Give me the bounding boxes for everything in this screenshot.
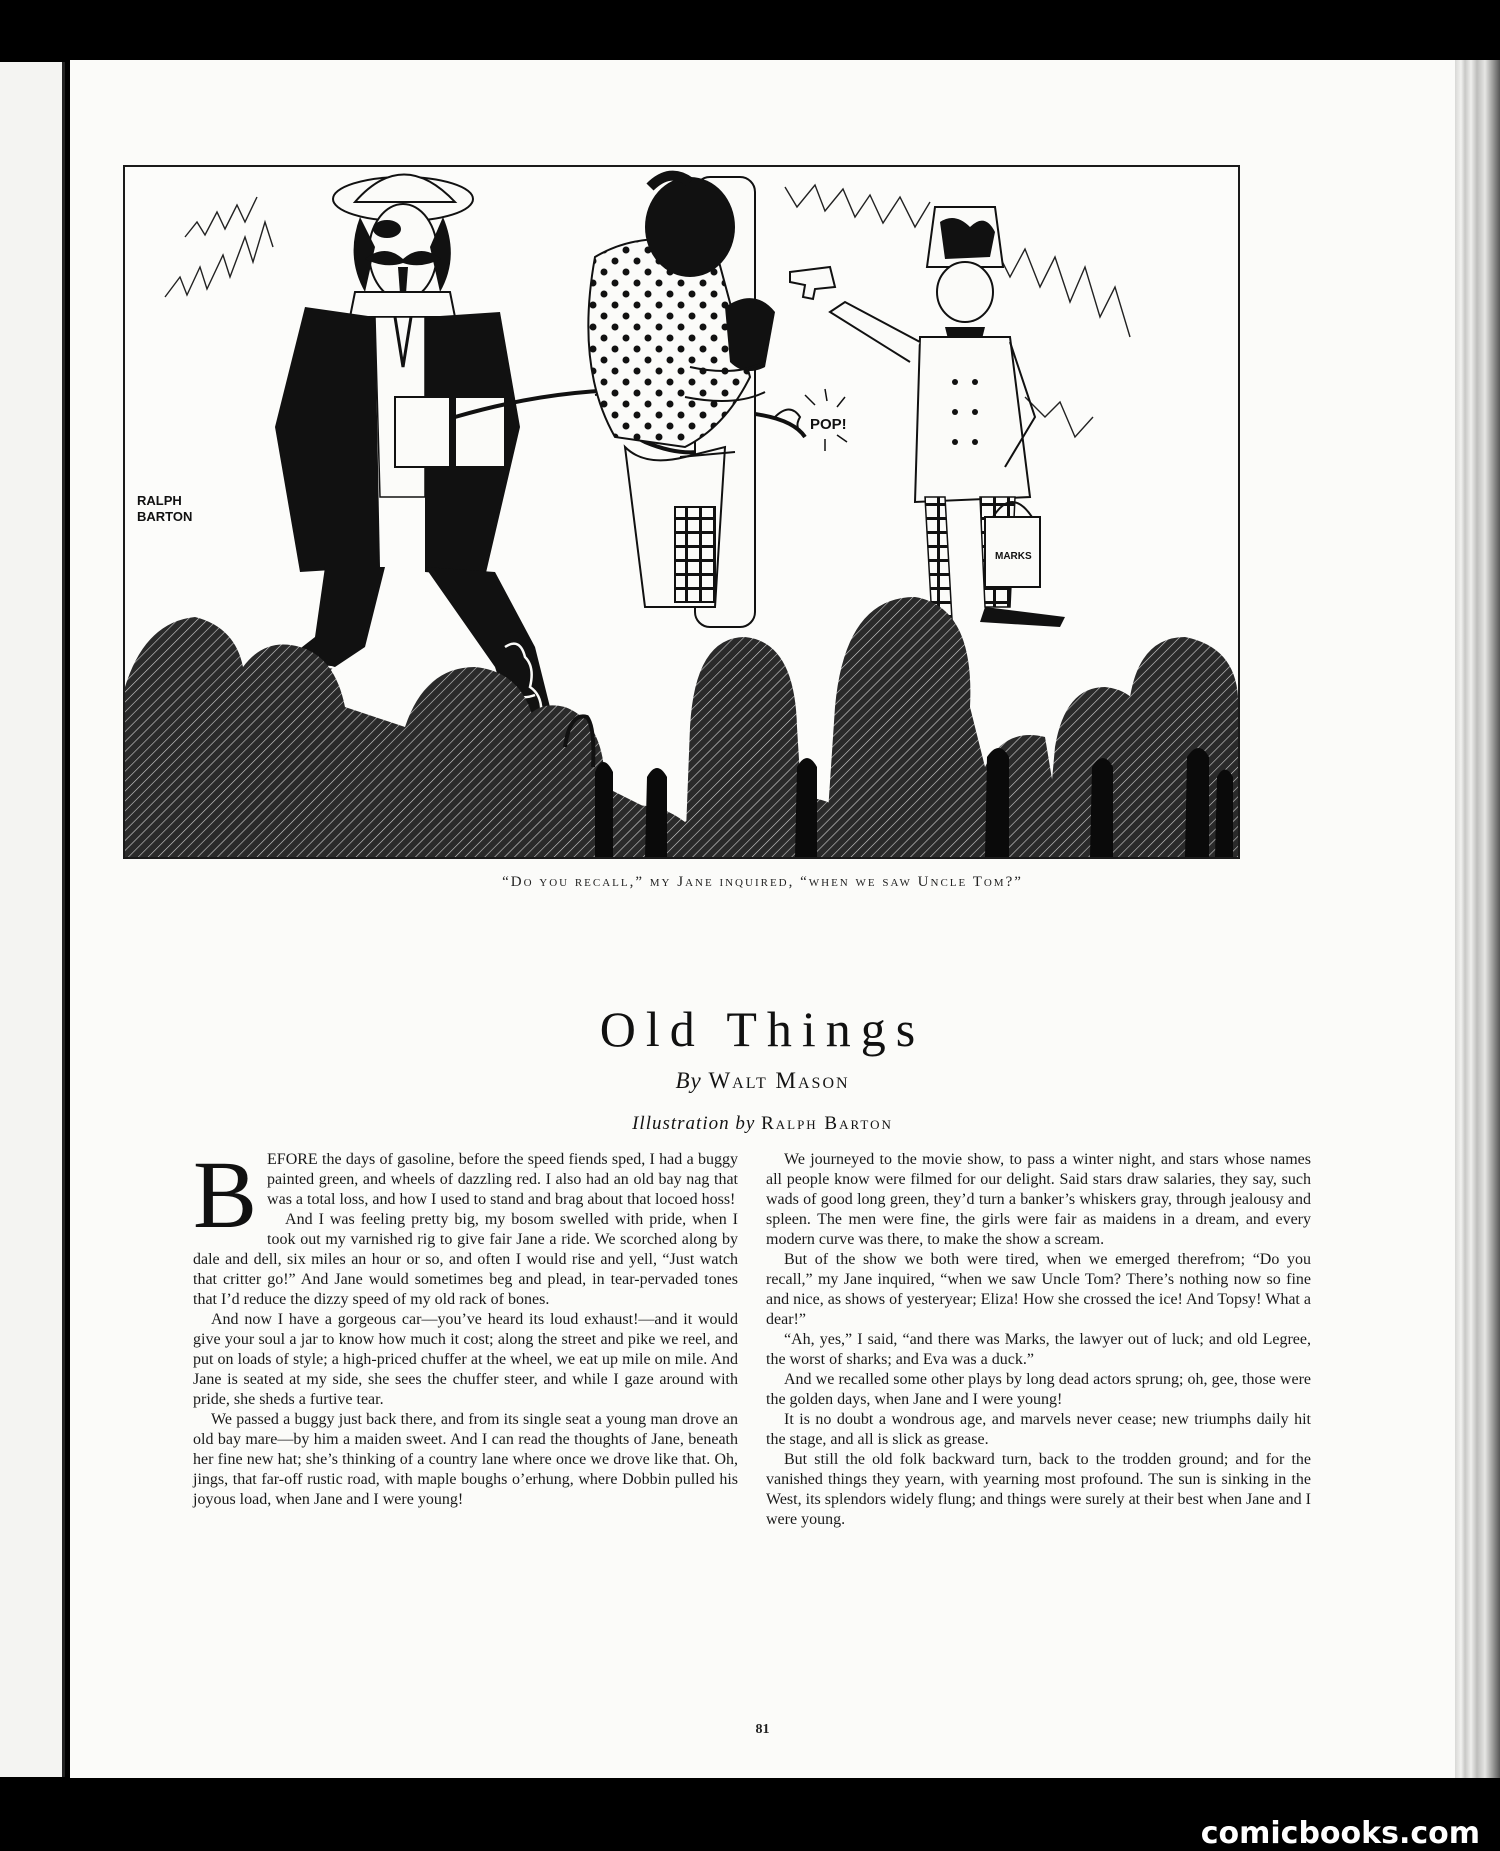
svg-text:BARTON: BARTON	[137, 509, 193, 524]
illustrator-name: Ralph Barton	[761, 1113, 893, 1134]
paragraph: It is no doubt a wondrous age, and marvels never cease; new triumphs daily hit the stage, and all is slick as grease.	[766, 1411, 1311, 1448]
svg-text:POP!: POP!	[810, 416, 847, 433]
audience-silhouettes	[125, 597, 1238, 857]
article-title: Old Things	[599, 1001, 926, 1057]
drop-cap: B	[193, 1141, 258, 1248]
paragraph: But still the old folk backward turn, back to the trodden ground; and for the vanished things they yearn, with yearning most profound. The sun is sinking in the West, its splendors widely flung; and things were surely at their best when Jane and I were young.	[766, 1451, 1311, 1528]
pop-sound-effect	[775, 389, 847, 451]
paragraph: But of the show we both were tired, when we emerged therefrom; “Do you recall,” my Jane inquired, “when we saw Uncle Tom? There’s nothing now so fine and nice, as shows of yesteryear; Eliza! How she crossed the ice! And Topsy! What a dear!”	[766, 1251, 1311, 1328]
author-byline	[70, 1068, 1455, 1094]
illustration-caption: “Do you recall,” my Jane inquired, “when we saw Uncle Tom?”	[502, 874, 1023, 890]
paragraph: We journeyed to the movie show, to pass a winter night, and stars whose names all people know were filmed for our delight. Said stars draw salaries, they say, such wads of good long green, they’d turn a banker’s whiskers gray, through jealousy and spleen. The men were fine, the girls were fair as maidens in a dream, and every modern curve was there, to make the show a scream.	[766, 1151, 1311, 1248]
byline-prefix: By	[675, 1068, 702, 1093]
paragraph: BEFORE the days of gasoline, before the speed fiends sped, I had a buggy painted green, and wheels of dazzling red. I also had an old bay nag that was a total loss, and how I used to stand and brag about that locoed hoss!	[193, 1141, 738, 1248]
paragraph: And I was feeling pretty big, my bosom swelled with pride, when I took out my varnished rig to give fair Jane a ride. We scorched along by dale and dell, six miles an hour or so, and often I would rise and yell, “Just watch that critter go!” And Jane would sometimes beg and plead, in tear-pervaded tones that I’d reduce the dizzy speed of my old rack of bones.	[193, 1211, 738, 1308]
illustration-panel	[123, 165, 1240, 859]
author-name: Walt Mason	[708, 1068, 850, 1093]
adjacent-page-edge	[0, 62, 65, 1777]
illustrator-prefix: Illustration by	[632, 1113, 756, 1134]
site-watermark: comicbooks.com	[1200, 1816, 1480, 1851]
paragraph: We passed a buggy just back there, and from its single seat a young man drove an old bay mare—by him a maiden sweet. And I can read the thoughts of Jane, beneath her fine new hat; she’s thinking of a country lane where once we drove like that. Oh, jings, that far-off rustic road, with maple boughs o’erhung, where Dobbin pulled his joyous load, when Jane and I were young!	[193, 1411, 738, 1508]
page-number: 81	[755, 1722, 770, 1737]
page-stack-edge	[1455, 60, 1500, 1778]
stage-scene-drawing	[125, 167, 1238, 857]
artist-signature	[137, 493, 192, 524]
paragraph: “Ah, yes,” I said, “and there was Marks, the lawyer out of luck; and old Legree, the worst of sharks; and Eva was a duck.”	[766, 1331, 1311, 1368]
illustrator-credit	[70, 1113, 1455, 1135]
left-text-column	[193, 1141, 738, 1510]
paragraph: And now I have a gorgeous car—you’ve heard its loud exhaust!—and it would give your soul a jar to know how much it cost; along the street and pike we reel, and put on loads of style; a high-priced chuffer at the wheel, we eat up mile on mile. And Jane is seated at my side, she sees the chuffer steer, and while I gaze around with pride, she sheds a furtive tear.	[193, 1311, 738, 1408]
svg-text:MARKS: MARKS	[995, 551, 1032, 562]
right-text-column	[766, 1150, 1311, 1530]
svg-text:RALPH: RALPH	[137, 493, 182, 508]
bound-figure	[588, 176, 775, 627]
paragraph: And we recalled some other plays by long dead actors sprung; oh, gee, those were the golden days, when Jane and I were young!	[766, 1371, 1311, 1408]
